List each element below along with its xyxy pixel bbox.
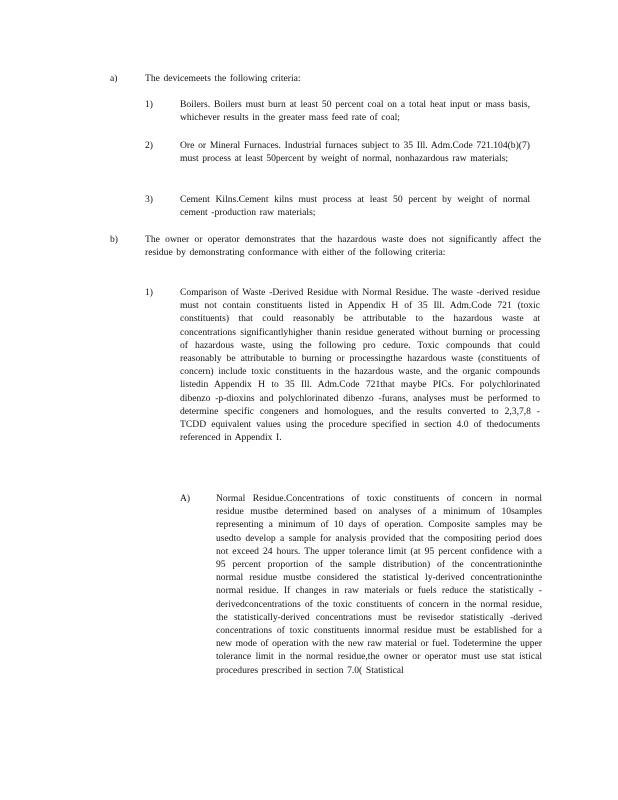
criterion-a-3-text: Cement Kilns.Cement kilns must process at least 50 percent by weight of normal cement -production raw materials; [180, 194, 530, 219]
criterion-a-1-marker: 1) [145, 99, 153, 110]
criterion-b-1-marker: 1) [145, 287, 153, 298]
criterion-b-1-A-marker: A) [180, 493, 191, 504]
criterion-a-2-marker: 2) [145, 140, 153, 151]
criterion-a-marker: a) [110, 73, 118, 84]
criterion-a-text: The devicemeets the following criteria: [145, 73, 301, 84]
criterion-a-1-text: Boilers. Boilers must burn at least 50 percent coal on a total heat input or mass basis, whichever results in the greater mass feed rate of coal; [180, 99, 530, 124]
criterion-b-1-A-text: Normal Residue.Concentrations of toxic constituents of concern in normal residue mustbe determined based on analyses of a minimum of 10samples representing a minimum of 10 days of operation. Composite samples may be usedto develop a sample for analysis provided that the compositing period does not exceed 24 hours. The upper tolerance limit (at 95 percent confidence with a 95 percent proportion of the sample distribution) of the concentrationinthe normal residue mustbe considered the statistical ly-derived concentrationinthe normal residue. If changes in raw materials or fuels reduce the statistically -derivedconcentrations of the toxic constituents of concern in the normal residue, the statistically-derived concentrations must be revisedor statistically -derived concentrations of toxic constituents innormal residue must be established for a new mode of operation with the new raw material or fuel. Todetermine the upper tolerance limit in the normal residue,the owner or operator must use stat istical procedures prescribed in section 7.0( Statistical [216, 493, 542, 676]
criterion-b-marker: b) [110, 234, 118, 245]
criterion-b-text: The owner or operator demonstrates that the hazardous waste does not significantly affect the residue by demonstrating conformance with either of the following criteria: [145, 234, 541, 259]
criterion-a-3-marker: 3) [145, 194, 153, 205]
criterion-b-1-text: Comparison of Waste -Derived Residue with Normal Residue. The waste -derived residue must not contain constituents listed in Appendix H of 35 Ill. Adm.Code 721 (toxic constituents) that could reasonably be attributable to the hazardous waste at concentrations significantlyhigher thanin residue generated without burning or processing of hazardous waste, using the following pro cedure. Toxic compounds that could reasonably be attributable to burning or processingthe hazardous waste (constituents of concern) include toxic constituents in the hazardous waste, and the organic compounds listedin Appendix H to 35 Ill. Adm.Code 721that maybe PICs. For polychlorinated dibenzo -p-dioxins and polychlorinated dibenzo -furans, analyses must be performed to determine specific congeners and homologues, and the results converted to 2,3,7,8 -TCDD equivalent values using the procedure specified in section 4.0 of thedocuments referenced in Appendix I. [180, 287, 540, 444]
criterion-a-2-text: Ore or Mineral Furnaces. Industrial furnaces subject to 35 Ill. Adm.Code 721.104(b)(7) must process at least 50percent by weight of normal, nonhazardous raw materials; [180, 140, 530, 165]
